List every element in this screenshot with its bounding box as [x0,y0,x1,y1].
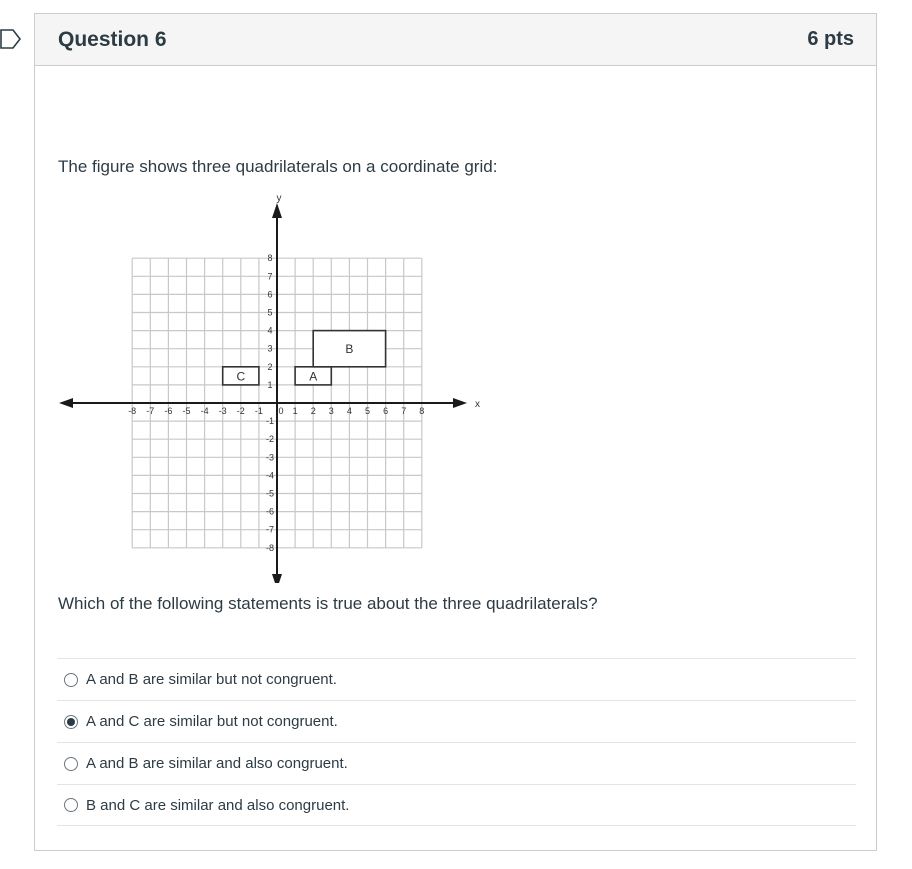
x-tick-label: 3 [328,406,334,416]
radio-button[interactable] [64,715,78,729]
x-tick-label: 0 [278,406,284,416]
x-axis-label: x [475,399,480,410]
x-axis-arrow-left [59,398,73,408]
quadrilaterals [223,331,386,385]
y-tick-label: 1 [267,379,273,390]
y-tick-label: -3 [265,452,275,463]
x-tick-label: -2 [236,406,245,416]
question-prompt: The figure shows three quadrilaterals on a coordinate grid: [58,157,498,176]
y-tick-label: 6 [267,289,273,300]
y-tick-label: -2 [265,434,275,445]
y-tick-label: -4 [265,470,275,481]
radio-button[interactable] [64,757,78,771]
x-tick-label: -3 [218,406,227,416]
radio-button[interactable] [64,798,78,812]
bookmark-icon[interactable] [0,28,22,50]
answer-list [57,658,856,826]
x-tick-label: -4 [200,406,209,416]
x-tick-label: -6 [164,406,173,416]
answer-option[interactable] [57,700,856,742]
quadrilateral-label: B [345,342,354,357]
answer-label: B and C are similar and also congruent. [86,796,350,814]
question-title: Question 6 [58,27,167,51]
y-tick-label: -5 [265,488,275,499]
x-tick-label: -7 [146,406,155,416]
x-tick-label: -5 [182,406,191,416]
answer-label: A and C are similar but not congruent. [86,713,338,730]
x-tick-label: 5 [364,406,371,416]
y-tick-label: 3 [267,343,273,354]
radio-button[interactable] [64,673,78,687]
y-tick-label: -8 [265,542,275,553]
answer-label: A and B are similar but not congruent. [86,671,337,688]
y-tick-label: -1 [265,416,275,427]
x-tick-label: 8 [419,406,425,416]
x-tick-label: -1 [254,406,263,416]
y-tick-label: -6 [265,506,275,517]
x-tick-label: 2 [310,406,316,416]
answer-label: A and B are similar and also congruent. [86,755,348,772]
x-tick-label: 4 [346,406,352,416]
y-tick-label: 4 [267,325,273,336]
question-points: 6 pts [807,28,854,50]
y-tick-label: 2 [267,361,273,372]
question-card [34,13,877,851]
question-text: Which of the following statements is true about the three quadrilaterals? [58,594,598,613]
quadrilateral-label: C [236,369,246,384]
x-tick-label: 6 [383,406,389,416]
y-tick-label: -7 [265,524,275,535]
x-tick-label: 1 [292,406,298,416]
x-tick-label: -8 [128,406,137,416]
question-header [35,14,876,66]
answer-option[interactable] [57,784,856,826]
coordinate-grid-figure [59,191,489,583]
y-axis-arrow-down [272,574,282,583]
x-axis-arrow-right [453,398,467,408]
answer-option[interactable] [57,658,856,700]
y-tick-label: 8 [267,253,273,264]
answer-option[interactable] [57,742,856,784]
y-axis-label: y [276,193,282,204]
y-tick-label: 5 [267,307,273,318]
y-axis-arrow-up [272,203,282,218]
y-tick-label: 7 [267,271,273,282]
quadrilateral-label: A [309,369,318,384]
x-tick-label: 7 [401,406,407,416]
